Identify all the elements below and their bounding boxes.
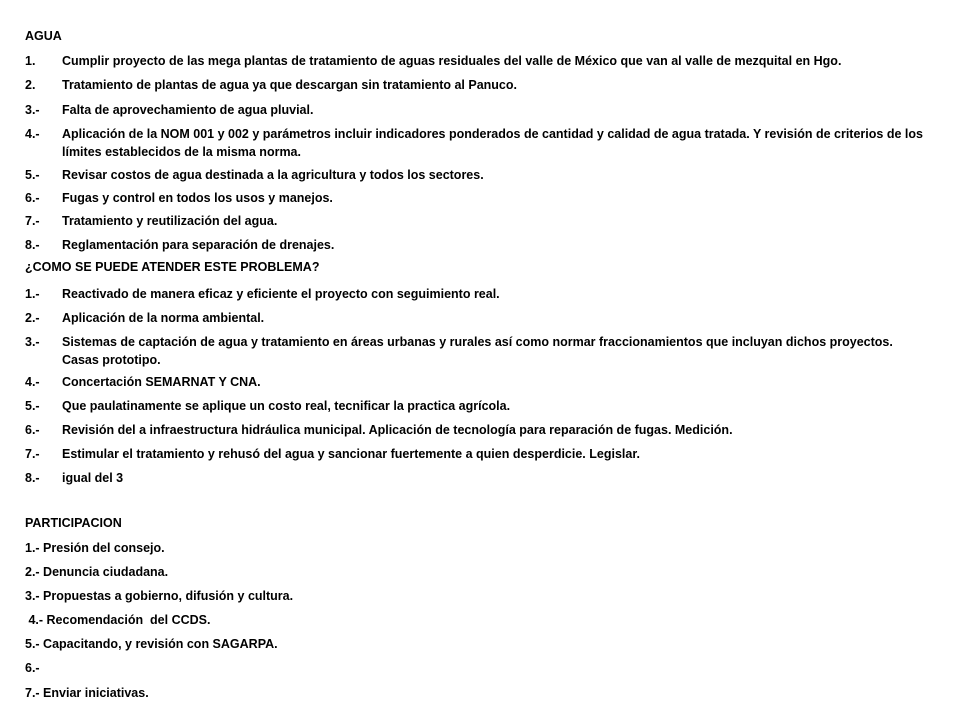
item-text: Que paulatinamente se aplique un costo real, tecnificar la practica agrícola.: [62, 399, 511, 413]
item-number: 7.-: [25, 447, 40, 461]
item-text: Reglamentación para separación de drenajes.: [62, 238, 335, 252]
item-number: 7.-: [25, 214, 40, 228]
agua-item-8: [25, 236, 925, 254]
item-text: Concertación SEMARNAT Y CNA.: [62, 375, 261, 389]
agua-item-1: [25, 52, 925, 70]
item-text: Tratamiento de plantas de agua ya que descargan sin tratamiento al Panuco.: [62, 78, 517, 92]
item-number: 6.-: [25, 191, 40, 205]
atender-item-6: [25, 421, 925, 439]
item-text: Sistemas de captación de agua y tratamiento en áreas urbanas y rurales así como normar fraccionamientos que incluyan dichos proyectos. Casas prototipo.: [62, 335, 893, 367]
item-number: 5.-: [25, 168, 40, 182]
atender-item-3: [25, 333, 925, 369]
agua-item-3: [25, 101, 925, 119]
item-text: Falta de aprovechamiento de agua pluvial.: [62, 103, 314, 117]
item-number: 8.-: [25, 238, 40, 252]
participacion-item-4: 4.- Recomendación del CCDS.: [25, 613, 211, 627]
item-number: 3.-: [25, 335, 40, 349]
atender-item-8: [25, 469, 925, 487]
atender-item-5: [25, 397, 925, 415]
item-number: 2.-: [25, 311, 40, 325]
item-number: 3.-: [25, 103, 40, 117]
item-text: Estimular el tratamiento y rehusó del agua y sancionar fuertemente a quien desperdicie. Legislar.: [62, 447, 640, 461]
agua-item-2: [25, 76, 925, 94]
participacion-item-5: 5.- Capacitando, y revisión con SAGARPA.: [25, 637, 278, 651]
participacion-item-3: 3.- Propuestas a gobierno, difusión y cultura.: [25, 589, 294, 603]
agua-item-7: [25, 212, 925, 230]
item-number: 2.: [25, 78, 36, 92]
agua-item-5: [25, 166, 925, 184]
participacion-item-6: 6.-: [25, 661, 40, 675]
item-number: 6.-: [25, 423, 40, 437]
atender-item-4: [25, 373, 925, 391]
atender-item-2: [25, 309, 925, 327]
item-text: Tratamiento y reutilización del agua.: [62, 214, 278, 228]
problem-heading: ¿COMO SE PUEDE ATENDER ESTE PROBLEMA?: [25, 260, 320, 274]
item-text: Cumplir proyecto de las mega plantas de tratamiento de aguas residuales del valle de México que van al valle de mezquital en Hgo.: [62, 54, 842, 68]
item-number: 8.-: [25, 471, 40, 485]
item-text: Aplicación de la NOM 001 y 002 y parámetros incluir indicadores ponderados de cantidad y calidad de agua tratada. Y revisión de criterios de los límites establecidos de la misma norma.: [62, 127, 923, 159]
item-number: 5.-: [25, 399, 40, 413]
agua-heading: AGUA: [25, 29, 62, 43]
participacion-item-7: 7.- Enviar iniciativas.: [25, 686, 149, 700]
item-number: 1.: [25, 54, 36, 68]
atender-item-7: [25, 445, 925, 463]
item-text: Aplicación de la norma ambiental.: [62, 311, 265, 325]
participacion-item-1: 1.- Presión del consejo.: [25, 541, 165, 555]
item-text: Revisión del a infraestructura hidráulica municipal. Aplicación de tecnología para reparación de fugas. Medición.: [62, 423, 733, 437]
agua-item-6: [25, 189, 925, 207]
item-text: Revisar costos de agua destinada a la agricultura y todos los sectores.: [62, 168, 484, 182]
participacion-item-2: 2.- Denuncia ciudadana.: [25, 565, 169, 579]
agua-item-4: [25, 125, 925, 161]
item-text: Fugas y control en todos los usos y manejos.: [62, 191, 333, 205]
participacion-heading: PARTICIPACION: [25, 516, 122, 530]
item-text: Reactivado de manera eficaz y eficiente el proyecto con seguimiento real.: [62, 287, 500, 301]
atender-item-1: [25, 285, 925, 303]
item-number: 1.-: [25, 287, 40, 301]
item-number: 4.-: [25, 127, 40, 141]
item-text: igual del 3: [62, 471, 124, 485]
item-number: 4.-: [25, 375, 40, 389]
